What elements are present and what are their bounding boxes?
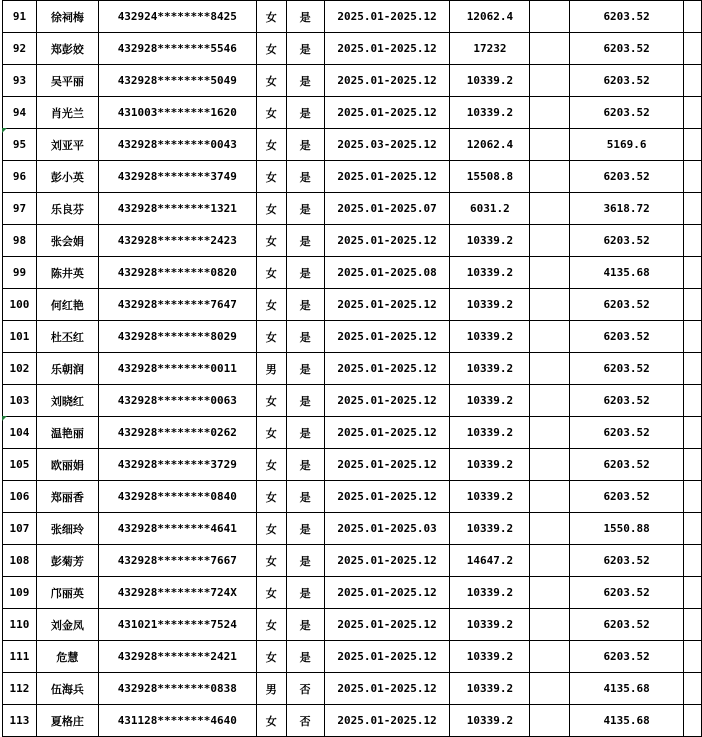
blank-cell-cell [530, 449, 570, 481]
period-cell: 2025.01-2025.12 [324, 161, 450, 193]
eligibility-flag-cell: 是 [286, 161, 324, 193]
period-cell: 2025.01-2025.12 [324, 353, 450, 385]
subsidy-amount-cell: 6203.52 [570, 225, 684, 257]
blank-cell-cell [530, 33, 570, 65]
table-row [3, 417, 702, 449]
blank-cell-cell [530, 641, 570, 673]
row-number-cell: 105 [3, 449, 37, 481]
gender-cell: 男 [256, 673, 286, 705]
eligibility-flag-cell: 否 [286, 705, 324, 737]
row-number-cell: 111 [3, 641, 37, 673]
blank-cell-cell [530, 545, 570, 577]
empty-trailing-cell [684, 65, 702, 97]
table-row [3, 577, 702, 609]
id-number-cell: 432928********0262 [98, 417, 256, 449]
subsidy-amount-cell: 6203.52 [570, 65, 684, 97]
amount-cell: 10339.2 [450, 353, 530, 385]
gender-cell: 女 [256, 705, 286, 737]
table-row [3, 449, 702, 481]
empty-trailing-cell [684, 481, 702, 513]
table-row [3, 353, 702, 385]
person-name-cell: 刘晓红 [36, 385, 98, 417]
period-cell: 2025.01-2025.08 [324, 257, 450, 289]
subsidy-amount-cell: 6203.52 [570, 545, 684, 577]
row-number-cell: 106 [3, 481, 37, 513]
blank-cell-cell [530, 129, 570, 161]
person-name-cell: 刘金凤 [36, 609, 98, 641]
empty-trailing-cell [684, 33, 702, 65]
table-row [3, 129, 702, 161]
subsidy-amount-cell: 6203.52 [570, 577, 684, 609]
row-number-cell: 91 [3, 1, 37, 33]
amount-cell: 17232 [450, 33, 530, 65]
amount-cell: 10339.2 [450, 481, 530, 513]
amount-cell: 10339.2 [450, 449, 530, 481]
person-name-cell: 邝丽英 [36, 577, 98, 609]
subsidy-amount-cell: 6203.52 [570, 1, 684, 33]
empty-trailing-cell [684, 641, 702, 673]
amount-cell: 6031.2 [450, 193, 530, 225]
gender-cell: 女 [256, 161, 286, 193]
person-name-cell: 乐朝润 [36, 353, 98, 385]
period-cell: 2025.01-2025.12 [324, 481, 450, 513]
id-number-cell: 432928********724X [98, 577, 256, 609]
empty-trailing-cell [684, 193, 702, 225]
eligibility-flag-cell: 是 [286, 449, 324, 481]
blank-cell-cell [530, 577, 570, 609]
gender-cell: 女 [256, 289, 286, 321]
id-number-cell: 432928********2421 [98, 641, 256, 673]
eligibility-flag-cell: 是 [286, 417, 324, 449]
eligibility-flag-cell: 否 [286, 673, 324, 705]
subsidy-amount-cell: 6203.52 [570, 641, 684, 673]
period-cell: 2025.01-2025.12 [324, 33, 450, 65]
period-cell: 2025.01-2025.12 [324, 609, 450, 641]
eligibility-flag-cell: 是 [286, 129, 324, 161]
empty-trailing-cell [684, 609, 702, 641]
empty-trailing-cell [684, 417, 702, 449]
amount-cell: 10339.2 [450, 641, 530, 673]
blank-cell-cell [530, 1, 570, 33]
person-name-cell: 张会娟 [36, 225, 98, 257]
person-name-cell: 吴平丽 [36, 65, 98, 97]
blank-cell-cell [530, 481, 570, 513]
empty-trailing-cell [684, 545, 702, 577]
amount-cell: 10339.2 [450, 321, 530, 353]
id-number-cell: 432928********0840 [98, 481, 256, 513]
blank-cell-cell [530, 161, 570, 193]
eligibility-flag-cell: 是 [286, 225, 324, 257]
eligibility-flag-cell: 是 [286, 545, 324, 577]
row-number-cell: 93 [3, 65, 37, 97]
gender-cell: 女 [256, 257, 286, 289]
amount-cell: 10339.2 [450, 673, 530, 705]
subsidy-amount-cell: 1550.88 [570, 513, 684, 545]
id-number-cell: 431021********7524 [98, 609, 256, 641]
empty-trailing-cell [684, 673, 702, 705]
subsidy-amount-cell: 4135.68 [570, 705, 684, 737]
blank-cell-cell [530, 385, 570, 417]
table-body [3, 1, 702, 737]
table-row [3, 257, 702, 289]
gender-cell: 女 [256, 385, 286, 417]
amount-cell: 10339.2 [450, 577, 530, 609]
empty-trailing-cell [684, 449, 702, 481]
period-cell: 2025.01-2025.12 [324, 97, 450, 129]
eligibility-flag-cell: 是 [286, 193, 324, 225]
period-cell: 2025.01-2025.12 [324, 577, 450, 609]
table-row [3, 481, 702, 513]
eligibility-flag-cell: 是 [286, 97, 324, 129]
id-number-cell: 432928********1321 [98, 193, 256, 225]
gender-cell: 女 [256, 513, 286, 545]
subsidy-amount-cell: 5169.6 [570, 129, 684, 161]
id-number-cell: 432928********0011 [98, 353, 256, 385]
period-cell: 2025.01-2025.12 [324, 225, 450, 257]
eligibility-flag-cell: 是 [286, 1, 324, 33]
person-name-cell: 郑丽香 [36, 481, 98, 513]
id-number-cell: 432928********5049 [98, 65, 256, 97]
subsidy-amount-cell: 4135.68 [570, 257, 684, 289]
person-name-cell: 何红艳 [36, 289, 98, 321]
blank-cell-cell [530, 609, 570, 641]
empty-trailing-cell [684, 513, 702, 545]
empty-trailing-cell [684, 97, 702, 129]
eligibility-flag-cell: 是 [286, 641, 324, 673]
period-cell: 2025.01-2025.12 [324, 545, 450, 577]
amount-cell: 14647.2 [450, 545, 530, 577]
person-name-cell: 危慧 [36, 641, 98, 673]
eligibility-flag-cell: 是 [286, 513, 324, 545]
blank-cell-cell [530, 673, 570, 705]
eligibility-flag-cell: 是 [286, 33, 324, 65]
table-row [3, 705, 702, 737]
gender-cell: 女 [256, 193, 286, 225]
eligibility-flag-cell: 是 [286, 321, 324, 353]
id-number-cell: 432928********0838 [98, 673, 256, 705]
eligibility-flag-cell: 是 [286, 353, 324, 385]
eligibility-flag-cell: 是 [286, 385, 324, 417]
person-name-cell: 彭菊芳 [36, 545, 98, 577]
person-name-cell: 乐良芬 [36, 193, 98, 225]
amount-cell: 10339.2 [450, 225, 530, 257]
id-number-cell: 432928********3749 [98, 161, 256, 193]
gender-cell: 女 [256, 577, 286, 609]
blank-cell-cell [530, 417, 570, 449]
amount-cell: 10339.2 [450, 257, 530, 289]
row-number-cell: 100 [3, 289, 37, 321]
table-row [3, 33, 702, 65]
blank-cell-cell [530, 289, 570, 321]
period-cell: 2025.01-2025.12 [324, 65, 450, 97]
subsidy-amount-cell: 6203.52 [570, 33, 684, 65]
gender-cell: 女 [256, 321, 286, 353]
row-number-cell: 96 [3, 161, 37, 193]
table-row [3, 609, 702, 641]
id-number-cell: 432928********0043 [98, 129, 256, 161]
row-number-cell: 99 [3, 257, 37, 289]
period-cell: 2025.01-2025.12 [324, 321, 450, 353]
person-name-cell: 欧丽娟 [36, 449, 98, 481]
period-cell: 2025.01-2025.12 [324, 641, 450, 673]
row-number-cell: 95 [3, 129, 37, 161]
id-number-cell: 431003********1620 [98, 97, 256, 129]
row-number-cell: 97 [3, 193, 37, 225]
period-cell: 2025.03-2025.12 [324, 129, 450, 161]
subsidy-amount-cell: 6203.52 [570, 481, 684, 513]
subsidy-amount-cell: 6203.52 [570, 417, 684, 449]
period-cell: 2025.01-2025.12 [324, 1, 450, 33]
blank-cell-cell [530, 193, 570, 225]
table-row [3, 65, 702, 97]
empty-trailing-cell [684, 257, 702, 289]
eligibility-flag-cell: 是 [286, 577, 324, 609]
eligibility-flag-cell: 是 [286, 65, 324, 97]
table-row [3, 225, 702, 257]
gender-cell: 女 [256, 609, 286, 641]
gender-cell: 女 [256, 33, 286, 65]
table-row [3, 289, 702, 321]
subsidy-amount-cell: 6203.52 [570, 353, 684, 385]
person-name-cell: 张细玲 [36, 513, 98, 545]
subsidy-amount-cell: 4135.68 [570, 673, 684, 705]
amount-cell: 12062.4 [450, 129, 530, 161]
subsidy-amount-cell: 6203.52 [570, 449, 684, 481]
row-number-cell: 102 [3, 353, 37, 385]
gender-cell: 女 [256, 1, 286, 33]
blank-cell-cell [530, 65, 570, 97]
amount-cell: 15508.8 [450, 161, 530, 193]
period-cell: 2025.01-2025.12 [324, 417, 450, 449]
gender-cell: 男 [256, 353, 286, 385]
table-row [3, 513, 702, 545]
table-row [3, 321, 702, 353]
subsidy-amount-cell: 6203.52 [570, 609, 684, 641]
person-name-cell: 郑彭姣 [36, 33, 98, 65]
person-name-cell: 彭小英 [36, 161, 98, 193]
id-number-cell: 432928********7667 [98, 545, 256, 577]
eligibility-flag-cell: 是 [286, 257, 324, 289]
subsidy-amount-cell: 3618.72 [570, 193, 684, 225]
eligibility-flag-cell: 是 [286, 289, 324, 321]
period-cell: 2025.01-2025.12 [324, 673, 450, 705]
gender-cell: 女 [256, 641, 286, 673]
person-name-cell: 杜丕红 [36, 321, 98, 353]
period-cell: 2025.01-2025.12 [324, 289, 450, 321]
table-row [3, 673, 702, 705]
blank-cell-cell [530, 705, 570, 737]
id-number-cell: 432928********8029 [98, 321, 256, 353]
empty-trailing-cell [684, 705, 702, 737]
id-number-cell: 432928********2423 [98, 225, 256, 257]
period-cell: 2025.01-2025.12 [324, 705, 450, 737]
empty-trailing-cell [684, 353, 702, 385]
table-row [3, 1, 702, 33]
empty-trailing-cell [684, 161, 702, 193]
id-number-cell: 432928********0820 [98, 257, 256, 289]
cell-comment-marker [2, 128, 7, 133]
gender-cell: 女 [256, 97, 286, 129]
id-number-cell: 432924********8425 [98, 1, 256, 33]
id-number-cell: 432928********5546 [98, 33, 256, 65]
gender-cell: 女 [256, 65, 286, 97]
empty-trailing-cell [684, 321, 702, 353]
row-number-cell: 94 [3, 97, 37, 129]
amount-cell: 10339.2 [450, 385, 530, 417]
empty-trailing-cell [684, 225, 702, 257]
id-number-cell: 432928********7647 [98, 289, 256, 321]
gender-cell: 女 [256, 481, 286, 513]
empty-trailing-cell [684, 129, 702, 161]
amount-cell: 12062.4 [450, 1, 530, 33]
blank-cell-cell [530, 353, 570, 385]
amount-cell: 10339.2 [450, 289, 530, 321]
row-number-cell: 98 [3, 225, 37, 257]
person-name-cell: 夏格庄 [36, 705, 98, 737]
row-number-cell: 113 [3, 705, 37, 737]
eligibility-flag-cell: 是 [286, 609, 324, 641]
period-cell: 2025.01-2025.12 [324, 449, 450, 481]
row-number-cell: 110 [3, 609, 37, 641]
period-cell: 2025.01-2025.12 [324, 385, 450, 417]
amount-cell: 10339.2 [450, 705, 530, 737]
amount-cell: 10339.2 [450, 97, 530, 129]
person-name-cell: 徐祠梅 [36, 1, 98, 33]
table-row [3, 193, 702, 225]
gender-cell: 女 [256, 417, 286, 449]
blank-cell-cell [530, 97, 570, 129]
amount-cell: 10339.2 [450, 609, 530, 641]
row-number-cell: 101 [3, 321, 37, 353]
subsidy-amount-cell: 6203.52 [570, 321, 684, 353]
id-number-cell: 432928********3729 [98, 449, 256, 481]
person-name-cell: 伍海兵 [36, 673, 98, 705]
cell-comment-marker [2, 416, 7, 421]
row-number-cell: 108 [3, 545, 37, 577]
empty-trailing-cell [684, 289, 702, 321]
period-cell: 2025.01-2025.03 [324, 513, 450, 545]
eligibility-flag-cell: 是 [286, 481, 324, 513]
blank-cell-cell [530, 225, 570, 257]
empty-trailing-cell [684, 385, 702, 417]
amount-cell: 10339.2 [450, 65, 530, 97]
table-row [3, 161, 702, 193]
id-number-cell: 431128********4640 [98, 705, 256, 737]
row-number-cell: 107 [3, 513, 37, 545]
row-number-cell: 112 [3, 673, 37, 705]
table-row [3, 545, 702, 577]
amount-cell: 10339.2 [450, 417, 530, 449]
blank-cell-cell [530, 321, 570, 353]
person-name-cell: 刘亚平 [36, 129, 98, 161]
period-cell: 2025.01-2025.07 [324, 193, 450, 225]
id-number-cell: 432928********0063 [98, 385, 256, 417]
table-row [3, 97, 702, 129]
blank-cell-cell [530, 257, 570, 289]
gender-cell: 女 [256, 545, 286, 577]
row-number-cell: 103 [3, 385, 37, 417]
person-name-cell: 温艳丽 [36, 417, 98, 449]
subsidy-amount-cell: 6203.52 [570, 97, 684, 129]
row-number-cell: 104 [3, 417, 37, 449]
subsidy-amount-cell: 6203.52 [570, 385, 684, 417]
subsidy-table [2, 0, 702, 737]
id-number-cell: 432928********4641 [98, 513, 256, 545]
row-number-cell: 92 [3, 33, 37, 65]
empty-trailing-cell [684, 1, 702, 33]
subsidy-amount-cell: 6203.52 [570, 289, 684, 321]
person-name-cell: 肖光兰 [36, 97, 98, 129]
gender-cell: 女 [256, 225, 286, 257]
gender-cell: 女 [256, 449, 286, 481]
gender-cell: 女 [256, 129, 286, 161]
row-number-cell: 109 [3, 577, 37, 609]
person-name-cell: 陈井英 [36, 257, 98, 289]
empty-trailing-cell [684, 577, 702, 609]
amount-cell: 10339.2 [450, 513, 530, 545]
subsidy-amount-cell: 6203.52 [570, 161, 684, 193]
table-row [3, 385, 702, 417]
blank-cell-cell [530, 513, 570, 545]
table-row [3, 641, 702, 673]
